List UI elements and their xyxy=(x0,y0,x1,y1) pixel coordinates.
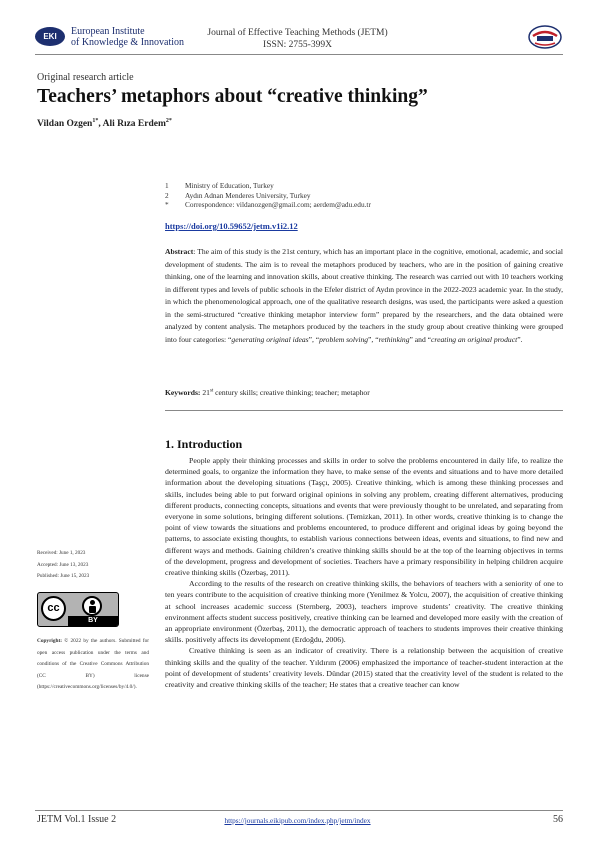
body-paragraph: According to the results of the research on creative thinking skills, the behaviors of teachers with a seniority of one to ten years contribute to the acquisition of creative thinking more (Yenilmez & Yolcu, 2007), the acquisition of creative thinking at school increases academic success (Sternberg, 2003), teachers improve students’ creativity. The creative thinking environment affects student success positively, creative thinking can be learned and developed more easily with the creation of an appropriate environment (Özerbaş, 2011), the democratic approach of teachers to students improves their creative thinking skills. positively affects its development (Erdoğdu, 2006). xyxy=(165,579,563,645)
keywords-text: 21 xyxy=(200,388,210,397)
journal-issn: ISSN: 2755-399X xyxy=(263,40,332,50)
author-separator: , xyxy=(98,119,103,130)
author-list xyxy=(37,118,172,129)
abstract-separator: ”, “ xyxy=(368,334,379,344)
publisher-logo-badge: EKI xyxy=(35,27,65,46)
abstract-category: generating original ideas xyxy=(231,334,309,344)
abstract-label: Abstract xyxy=(165,247,194,256)
page-number: 56 xyxy=(553,814,563,825)
author-name: Vildan Ozgen xyxy=(37,119,93,130)
published-date: Published: June 15, 2023 xyxy=(37,573,90,579)
abstract xyxy=(165,246,563,346)
correspondence-text[interactable]: Correspondence: vildanozgen@gmail.com; aerdem@adu.edu.tr xyxy=(185,200,371,210)
copyright-text: © 2022 by the authors. Submitted for open access publication under the terms and conditions of the Creative Commons Attribution (CC BY) license (https://creativecommons.org/licenses/by/4.0/). xyxy=(37,638,149,690)
journal-header xyxy=(195,27,400,51)
affiliation-item xyxy=(165,181,565,191)
affiliations xyxy=(165,181,565,210)
introduction-body xyxy=(165,455,563,690)
keywords-label: Keywords: xyxy=(165,388,201,397)
header-divider xyxy=(35,54,563,55)
person-head xyxy=(90,600,95,605)
accepted-date: Accepted: June 13, 2023 xyxy=(37,561,89,568)
copyright-notice xyxy=(37,636,149,694)
by-label: BY xyxy=(68,616,118,626)
affiliation-number: * xyxy=(165,200,169,210)
affiliation-number: 2 xyxy=(165,190,169,200)
abstract-text-end: ”. xyxy=(517,334,523,344)
keywords-superscript: st xyxy=(209,388,214,394)
abstract-category: creating an original product xyxy=(431,334,518,344)
affiliation-item xyxy=(165,191,565,201)
received-date: Received: June 1, 2023 xyxy=(37,550,86,556)
attribution-person-icon xyxy=(82,596,102,616)
journal-name: Journal of Effective Teaching Methods (JETM) xyxy=(207,28,388,38)
article-type: Original research article xyxy=(37,72,134,83)
affiliation-text: Ministry of Education, Turkey xyxy=(185,181,274,190)
author-affiliation-mark: 2* xyxy=(165,118,172,124)
publisher-name-line1: European Institute xyxy=(71,26,145,37)
doi-link[interactable]: https://doi.org/10.59652/jetm.v1i2.12 xyxy=(165,221,298,231)
affiliation-text: Aydın Adnan Menderes University, Turkey xyxy=(185,190,311,200)
journal-emblem-icon xyxy=(528,25,562,49)
cc-icon: cc xyxy=(41,596,66,621)
section-heading: 1. Introduction xyxy=(165,437,243,451)
author-name: Ali Rıza Erdem xyxy=(102,119,166,130)
keywords-text-rest: century skills; creative thinking; teacher; metaphor xyxy=(213,388,370,397)
footer-journal-link[interactable]: https://journals.eikipub.com/index.php/jetm/index xyxy=(224,816,371,825)
article-title: Teachers’ metaphors about “creative thinking” xyxy=(37,86,428,107)
journal-emblem-svg xyxy=(528,25,562,49)
body-paragraph: Creative thinking is seen as an indicator of creativity. There is a relationship between the acquisition of creative thinking skills and the quality of the teacher. Yıldırım (2006) emphasized the importance of teacher-student interaction at the point of development of students’ creativity levels. Dündar (2015) stated that the creativity level of the student is related to the creativity and creative thinking skills of the teacher; He states that a creative teacher can know xyxy=(165,646,563,690)
abstract-separator: ”, “ xyxy=(308,334,320,344)
abstract-category: rethinking xyxy=(378,334,410,344)
abstract-separator: ” and “ xyxy=(409,334,432,344)
abstract-category: problem solving xyxy=(319,334,369,344)
keywords xyxy=(165,388,563,397)
author-affiliation-mark: 1* xyxy=(92,118,99,124)
affiliation-item xyxy=(165,200,565,210)
abstract-divider xyxy=(165,410,563,411)
footer-volume: JETM Vol.1 Issue 2 xyxy=(37,814,117,825)
publication-dates xyxy=(37,548,147,583)
publisher-name-line2: of Knowledge & Innovation xyxy=(71,37,185,48)
affiliation-number: 1 xyxy=(165,181,169,190)
publisher-name xyxy=(71,26,184,48)
copyright-label: Copyright: xyxy=(37,638,63,644)
publisher-logo xyxy=(35,25,185,49)
person-body xyxy=(89,606,96,613)
cc-by-license-badge[interactable] xyxy=(37,592,119,627)
abstract-text: : The aim of this study is the 21st century, which has an important place in the cognitive, emotional, academic, and social development of students. The aim is to reveal the metaphors produced by teachers, who are in the position of gaining creative thinking, one of the learning and innovation skills, about creative thinking. The research was carried out with 10 teachers working in different types and levels of public schools in the Efeler district of Aydın province in the 2022-2023 academic year. In the study, in which the phenomenological approach, one of the qualitative research designs, was used, the participants were asked a question in the semi-structured “creative thinking metaphor interview form” prepared by the researchers, and the data obtained were analyzed by content analysis. The metaphors produced by the teachers in the study group about creative thinking were grouped into four categories: “ xyxy=(165,247,563,344)
body-paragraph: People apply their thinking processes and skills in order to solve the problems encountered in daily life, to realize the determined goals, to organize the information they have, to make sense of the events and situations and to have more detailed information about the developing situations (Taşçı, 2005). Creative thinking, which is among these thinking processes and skills, includes being able to put forward original opinions in solving any problem, creating different alternatives, producing different products, connecting concepts, situations and events that were previously thought to be unrelated, and separating from everyone in some solutions, bringing different solutions. (Temizkan, 2011). In other words, creative thinking is to change the point of view towards the situations and problems encountered, to produce different and original ideas by going beyond the patterns, to associate existing thoughts, to establish various connections between ideas, events and situations, to find new and different ways and methods. Gaining children’s creative thinking skills should be at the top of the learning objectives in terms of the development, progress and development of societies. Teachers have a primary responsibility in helping children acquire creative thinking skills (Özerbaş, 2011). xyxy=(165,456,563,578)
footer-divider xyxy=(35,810,563,811)
